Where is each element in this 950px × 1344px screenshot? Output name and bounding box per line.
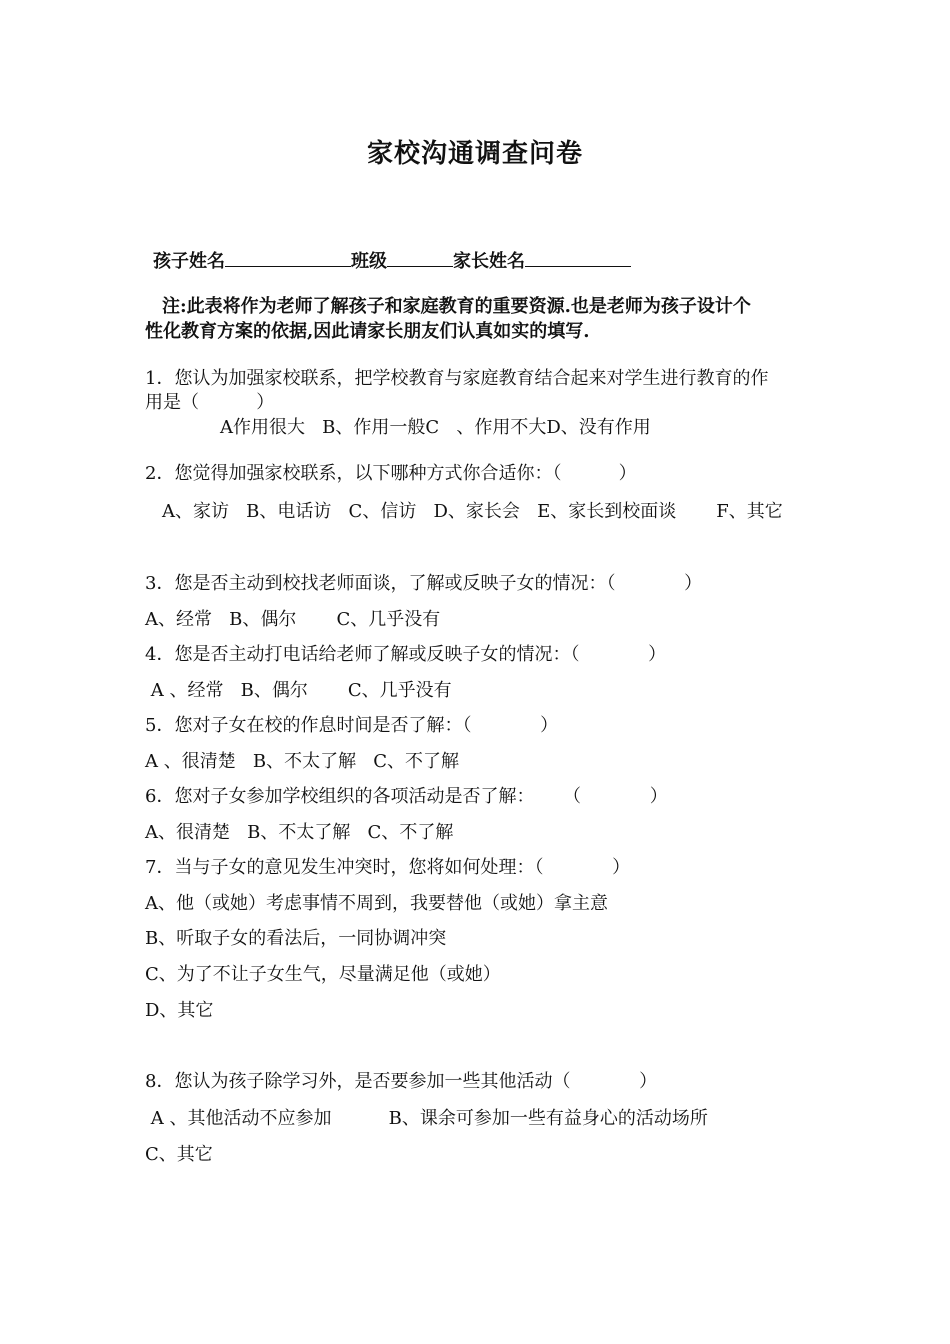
- question-3-options: A、经常 B、偶尔 C、几乎没有: [145, 609, 441, 630]
- document-title: 家校沟通调查问卷: [366, 139, 583, 169]
- parent-name-label: 家长姓名: [453, 251, 525, 272]
- note-line-1: 注:此表将作为老师了解孩子和家庭教育的重要资源.也是老师为孩子设计个: [162, 296, 751, 317]
- question-4-options: A 、经常 B、偶尔 C、几乎没有: [145, 680, 452, 701]
- note-line-2: 性化教育方案的依据,因此请家长朋友们认真如实的填写.: [145, 321, 590, 342]
- parent-name-field[interactable]: [525, 248, 631, 267]
- question-7-option-b: B、听取子女的看法后，一同协调冲突: [145, 928, 447, 949]
- question-5: 5．您对子女在校的作息时间是否了解：（ ）: [145, 715, 559, 736]
- question-5-options: A 、很清楚 B、不太了解 C、不了解: [145, 751, 460, 772]
- question-7-option-d: D、其它: [145, 1000, 214, 1021]
- question-8-option-c: C、其它: [145, 1144, 213, 1165]
- child-name-label: 孩子姓名: [153, 251, 225, 272]
- question-2-options: A、家访 B、电话访 C、信访 D、家长会 E、家长到校面谈 F、其它: [162, 501, 783, 522]
- question-7: 7．当与子女的意见发生冲突时，您将如何处理：（ ）: [145, 857, 631, 878]
- question-2: 2．您觉得加强家校联系，以下哪种方式你合适你：（ ）: [145, 463, 637, 484]
- question-1-options: A作用很大 B、作用一般C 、作用不大D、没有作用: [220, 417, 651, 438]
- child-name-field[interactable]: [225, 248, 351, 267]
- question-3: 3．您是否主动到校找老师面谈，了解或反映子女的情况：（ ）: [145, 573, 703, 594]
- class-field[interactable]: [387, 248, 453, 267]
- question-7-option-a: A、他（或她）考虑事情不周到，我要替他（或她）拿主意: [145, 893, 608, 914]
- question-7-option-c: C、为了不让子女生气，尽量满足他（或她）: [145, 964, 501, 985]
- class-label: 班级: [351, 251, 387, 272]
- question-8: 8．您认为孩子除学习外，是否要参加一些其他活动（ ）: [145, 1071, 658, 1092]
- question-6: 6．您对子女参加学校组织的各项活动是否了解： （ ）: [145, 786, 668, 807]
- question-1-line-2: 用是（ ）: [145, 392, 275, 413]
- question-8-options: A 、其他活动不应参加 B、课余可参加一些有益身心的活动场所: [145, 1108, 708, 1129]
- info-row: [153, 247, 631, 273]
- question-1-line-1: 1．您认为加强家校联系，把学校教育与家庭教育结合起来对学生进行教育的作: [145, 368, 769, 389]
- question-4: 4．您是否主动打电话给老师了解或反映子女的情况：（ ）: [145, 644, 667, 665]
- question-6-options: A、很清楚 B、不太了解 C、不了解: [145, 822, 454, 843]
